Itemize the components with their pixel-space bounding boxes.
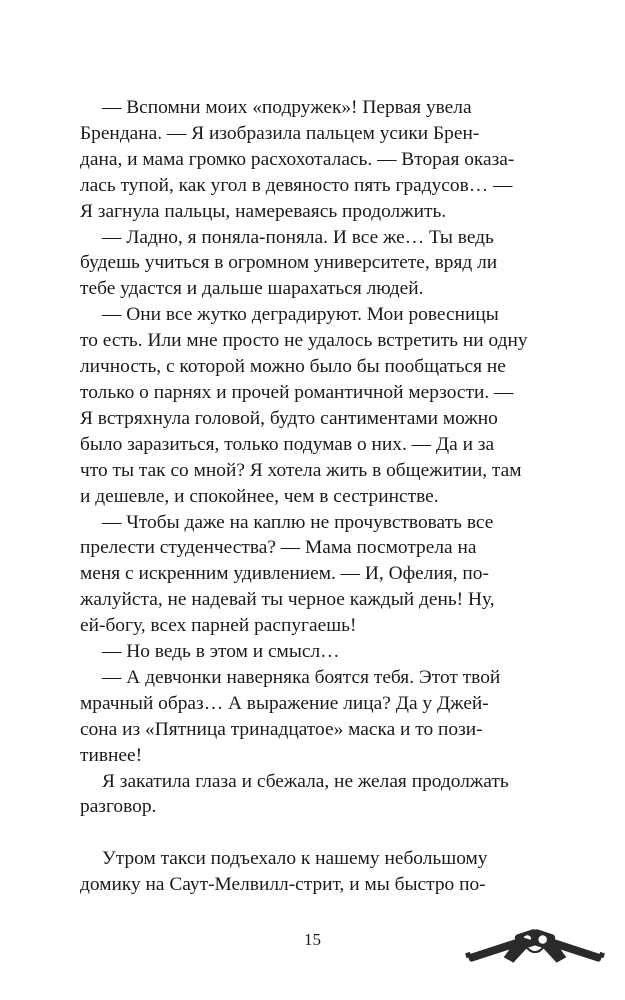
paragraph: — Но ведь в этом и смысл…: [102, 641, 340, 663]
paragraph: — Они все жутко деградируют. Мои ровесницы то есть. Или мне просто не удалось встретить ни одну личность, с которой можно было бы пообщаться не только о парнях и прочей романтичной мерзости. — Я встряхнула головой, будто сантиментами можно было заразиться, только подумав о них. — Да и за что ты так со мной? Я хотела жить в общежитии, там и дешевле, и спокойнее, чем в сестринстве.: [80, 304, 528, 507]
crossed-revolvers-icon: [465, 912, 605, 982]
page-number: 15: [304, 930, 321, 949]
paragraph: — Вспомни моих «подружек»! Первая увела Брендана. — Я изобразила пальцем усики Брен- дана, и мама громко расхохоталась. — Вторая оказа- лась тупой, как угол в девяносто пять градусов… — Я загнула пальцы, намереваясь продолжить.: [80, 97, 515, 222]
body-text: [80, 95, 546, 898]
paragraph: — Чтобы даже на каплю не прочувствовать все прелести студенчества? — Мама посмотрела на меня с искренним удивлением. — И, Офелия, по- жалуйста, не надевай ты черное каждый день! Ну, ей-богу, всех парней распугаешь!: [80, 511, 495, 637]
paragraph: Я закатила глаза и сбежала, не желая продолжать разговор.: [80, 770, 509, 818]
paragraph: — Ладно, я поняла-поняла. И все же… Ты ведь будешь учиться в огромном университете, вряд ли тебе удастся и дальше шарахаться людей.: [80, 226, 498, 300]
paragraph: Утром такси подъехало к нашему небольшому домику на Саут-Мелвилл-стрит, и мы быстро по-: [80, 848, 488, 896]
paragraph: — А девчонки наверняка боятся тебя. Этот твой мрачный образ… А выражение лица? Да у Джей- сона из «Пятница тринадцатое» маска и то пози- тивнее!: [80, 666, 501, 766]
